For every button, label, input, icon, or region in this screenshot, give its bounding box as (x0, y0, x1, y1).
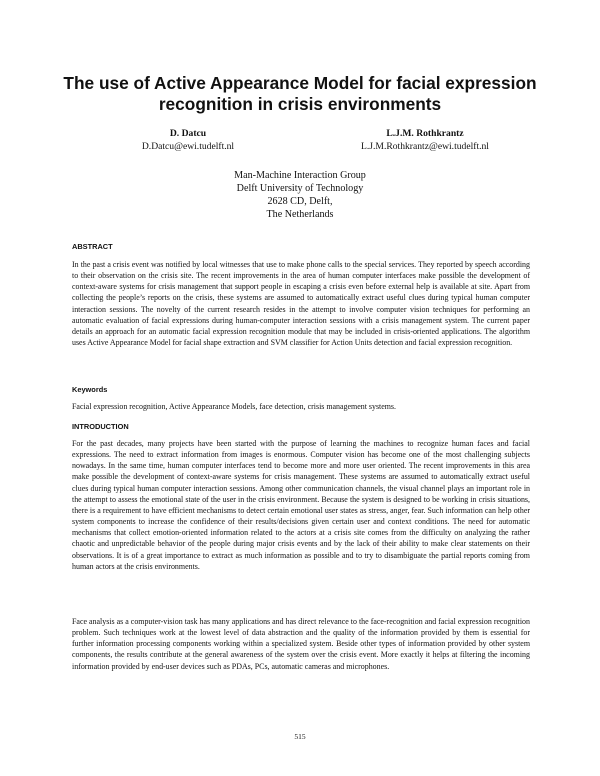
introduction-heading: INTRODUCTION (72, 422, 129, 431)
abstract-heading: ABSTRACT (72, 242, 113, 251)
author-name: L.J.M. Rothkrantz (386, 128, 464, 139)
introduction-paragraph-1: For the past decades, many projects have been started with the purpose of learning the machines to recognize human faces and facial expressions. The need to extract information from images is enormous. Computer vision has become one of the most challenging subjects nowadays. In the same time, human computer interfaces tend to become more and more user oriented. The recent improvements in this area make possible the development of context-aware systems for crisis management. These systems are assumed to automatically extract useful clues during typical human computer interaction sessions. Among other communication channels, the visual channel plays an important role in the attempt to assess the emotional state of the user in the crisis environment. Because the system is designed to be working in crisis situations, there is a requirement to have efficient mechanisms to detect certain emotional user states as stress, anger, fear. Such information can help other system components to increase the confidence of their results/decisions given certain user and context conditions. The need for automatic mechanisms that collect emotion-oriented information related to the actors at a crisis site comes from the difficulty on analyzing the rather chaotic and unpredictable behavior of the people during major crisis events and by the lack of their ability to make clear statements on their observations. It is of a great importance to extract as much information as possible and to try to disambiguate the partial reports coming from human actors at the crisis environments. (72, 439, 530, 571)
keywords-text: Facial expression recognition, Active Appearance Models, face detection, crisis management systems. (72, 402, 397, 411)
abstract-text: In the past a crisis event was notified by local witnesses that use to make phone calls to the special services. They reported by speech according to their observation on the crisis site. The recent improvements in the area of human computer interfaces make possible the development of context-aware systems for crisis management that support people in escaping a crisis even before external help is available at site. Apart from collecting the people’s reports on the crisis, these systems are assumed to automatically extract useful clues during typical human computer interaction sessions. The novelty of the current research resides in the attempt to involve computer vision techniques for performing an automatic evaluation of facial expressions during human-computer interaction sessions with a crisis management system. The current paper details an approach for an automatic facial expression recognition module that may be included in crisis-oriented applications. The algorithm uses Active Appearance Model for facial shape extraction and SVM classifier for Action Units detection and facial expression recognition. (72, 260, 530, 348)
author-block-2 (335, 127, 515, 153)
affiliation-line: Man-Machine Interaction Group (234, 170, 366, 181)
paper-title: The use of Active Appearance Model for facial expression recognition in crisis environments (63, 73, 537, 114)
author-block-1 (118, 127, 258, 153)
author-name: D. Datcu (169, 128, 207, 139)
author-email: L.J.M.Rothkrantz@ewi.tudelft.nl (361, 141, 489, 152)
keywords-heading: Keywords (72, 385, 108, 394)
affiliation-line: 2628 CD, Delft, (267, 196, 333, 207)
author-email: D.Datcu@ewi.tudelft.nl (141, 141, 235, 152)
affiliation (200, 169, 400, 221)
affiliation-line: The Netherlands (266, 209, 334, 220)
introduction-paragraph-2: Face analysis as a computer-vision task has many applications and has direct relevance to the face-recognition and facial expression recognition problem. Such techniques work at the lowest level of data abstraction and the quality of the information provided by them is essential for further information processing components working within a specialized system. Beside other types of information provided by other system components, the results contribute at the general awareness of the system over the crisis event. More exactly it helps at filtering the incoming information provided by end-user devices such as PDAs, PCs, automatic cameras and microphones. (72, 617, 530, 671)
page-number: 515 (294, 732, 306, 741)
affiliation-line: Delft University of Technology (236, 183, 364, 194)
